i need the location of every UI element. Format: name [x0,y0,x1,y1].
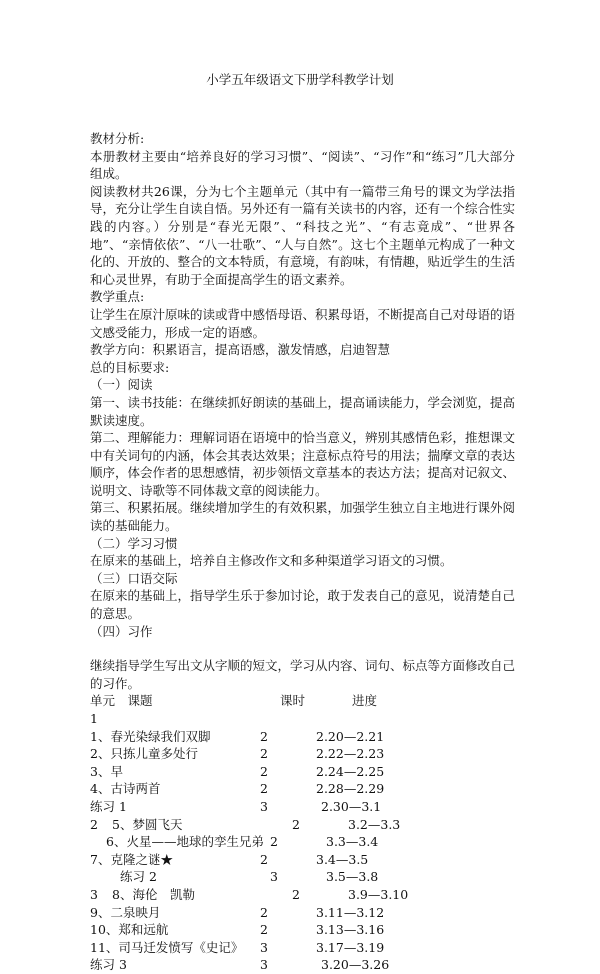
row-progress: 3.13—3.16 [316,922,385,938]
row-progress: 3.5—3.8 [326,869,379,885]
teaching-direction: 教学方向：积累语言，提高语感，激发情感，启迪智慧 [90,342,391,358]
row-progress: 2.24—2.25 [316,763,385,779]
unit-1-label-row [90,710,515,728]
row-hours: 2 [292,886,300,902]
analysis-paragraph-1: 本册教材主要由“培养良好的学习习惯”、“阅读”、“习作”和“练习”几大部分组成。 [90,148,515,182]
row-topic: 6、火星——地球的孪生兄弟 [106,834,264,850]
row-topic: 3、早 [90,763,123,779]
row-progress: 3.3—3.4 [326,834,379,850]
row-progress: 2.22—2.23 [316,746,385,762]
habits-text: 在原来的基础上，培养自主修改作文和多种渠道学习语文的习惯。 [90,553,453,569]
table-row [90,921,515,939]
table-row [90,763,515,781]
row-unit: 3 [90,886,98,902]
analysis-paragraph-2: 阅读教材共26课，分为七个主题单元（其中有一篇带三角号的课文为学法指导，充分让学生自读自悟。另外还有一篇有关读书的内容，还有一个综合性实践的内容。）分别是“春光无限”、“科技之光”、“有志竟成”、“世界各地”、“亲情依依”、“八一壮歌”、“人与自然”。这七个主题单元构成了一种文化的、开放的、整合的文本特质，有意境，有韵味，有情趣，贴近学生的生活和心灵世界，有助于全面提高学生的语文素养。 [90,183,516,287]
table-row [90,939,515,957]
habits-heading: （二）学习习惯 [90,535,178,551]
table-row [90,833,515,851]
row-hours: 2 [260,781,268,797]
row-hours: 2 [260,763,268,779]
row-hours: 2 [270,834,278,850]
row-hours: 3 [260,939,268,955]
row-hours: 3 [260,798,268,814]
row-hours: 2 [260,851,268,867]
row-topic: 10、郑和远航 [90,922,169,938]
row-progress: 2.20—2.21 [316,728,385,744]
row-topic: 练习 3 [90,957,127,973]
table-row [90,780,515,798]
row-topic: 1、春光染绿我们双脚 [90,728,211,744]
schedule-table [90,692,515,974]
row-hours: 2 [260,728,268,744]
row-hours: 3 [270,869,278,885]
row-progress: 3.17—3.19 [316,939,385,955]
table-row [90,956,515,974]
row-progress: 3.20—3.26 [321,957,390,973]
document-title: 小学五年级语文下册学科教学计划 [206,72,394,87]
focus-heading: 教学重点: [90,289,145,305]
speaking-heading: （三）口语交际 [90,570,178,586]
row-progress: 2.30—3.1 [321,798,382,814]
reading-heading: （一）阅读 [90,377,153,393]
row-progress: 3.2—3.3 [348,816,401,832]
row-topic: 7、克隆之谜★ [90,851,173,867]
row-topic: 11、司马迁发愤写《史记》 [90,939,244,955]
header-hours: 课时 [280,693,306,709]
table-row [90,745,515,763]
table-row [90,904,515,922]
reading-item-1: 第一、读书技能：在继续抓好朗读的基础上，提高诵读能力，学会浏览，提高默读速度。 [90,394,516,428]
header-progress: 进度 [352,693,378,709]
row-topic: 9、二泉映月 [90,904,161,920]
reading-item-2: 第二、理解能力：理解词语在语境中的恰当意义，辨别其感情色彩，推想课文中有关词句的内涵，体会其表达效果；注意标点符号的用法；揣摩文章的表达顺序，体会作者的思想感情，初步领悟文章基本的表达方法；提高对记叙文、说明文、诗歌等不同体裁文章的阅读能力。 [90,430,516,498]
table-row [90,851,515,869]
row-hours: 2 [292,816,300,832]
row-hours: 2 [260,922,268,938]
row-hours: 2 [260,904,268,920]
row-topic: 5、梦圆飞天 [112,816,183,832]
row-progress: 3.9—3.10 [348,886,409,902]
writing-text: 继续指导学生写出文从字顺的短文，学习从内容、词句、标点等方面修改自己的习作。 [90,658,516,691]
focus-text: 让学生在原汁原味的读或背中感悟母语、积累母语，不断提高自己对母语的语文感受能力，形成一定的语感。 [90,306,516,340]
table-row [90,886,515,904]
analysis-heading: 教材分析: [90,131,145,146]
row-unit: 2 [90,816,98,832]
unit-label: 1 [90,711,98,726]
row-topic: 练习 1 [90,798,127,814]
row-topic: 4、古诗两首 [90,781,161,797]
table-row [90,816,515,834]
schedule-header-row [90,692,515,710]
goals-heading: 总的目标要求: [90,359,170,375]
row-progress: 3.11—3.12 [316,904,385,920]
row-hours: 3 [260,957,268,973]
header-unit-topic: 单元 课题 [90,693,153,709]
table-row [90,868,515,886]
row-hours: 2 [260,746,268,762]
writing-heading: （四）习作 [90,623,153,639]
table-row [90,798,515,816]
row-progress: 3.4—3.5 [316,851,369,867]
row-progress: 2.28—2.29 [316,781,385,797]
row-topic: 2、只拣儿童多处行 [90,746,198,762]
reading-item-3: 第三、积累拓展。继续增加学生的有效积累，加强学生独立自主地进行课外阅读的基础能力。 [90,500,516,534]
speaking-text: 在原来的基础上，指导学生乐于参加讨论，敢于发表自己的意见，说清楚自己的意思。 [90,588,516,622]
row-topic: 8、海伦 凯勒 [112,886,195,902]
document-body [90,130,515,974]
row-topic: 练习 2 [120,869,157,885]
table-row [90,728,515,746]
